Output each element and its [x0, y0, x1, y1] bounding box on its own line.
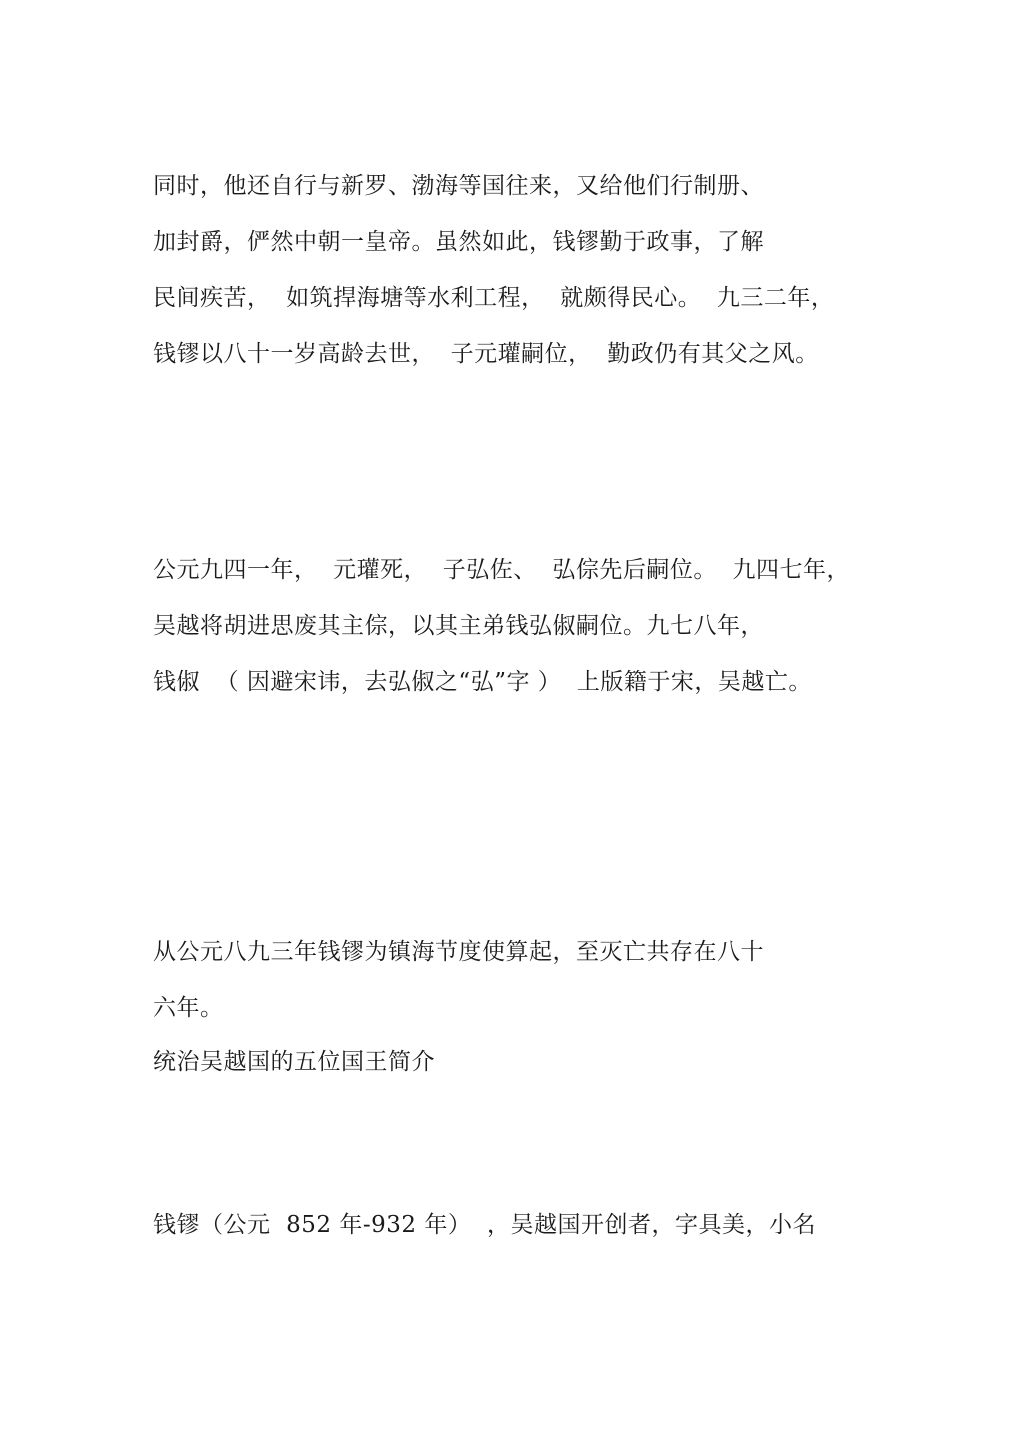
text-line: 钱镠（公元 852 年-932 年） ，吴越国开创者，字具美，小名 — [153, 1212, 816, 1238]
section-heading: 统治吴越国的五位国王简介 — [153, 1049, 435, 1075]
text-line: 同时，他还自行与新罗、渤海等国往来，又给他们行制册、 — [153, 173, 764, 199]
text-line: 民间疾苦， 如筑捍海塘等水利工程， 就颇得民心。 九三二年， — [153, 285, 835, 311]
text-line: 钱镠以八十一岁高龄去世， 子元瓘嗣位， 勤政仍有其父之风。 — [153, 341, 819, 367]
text-line: 吴越将胡进思废其主倧，以其主弟钱弘俶嗣位。九七八年， — [153, 613, 764, 639]
text-line: 公元九四一年， 元瓘死， 子弘佐、 弘倧先后嗣位。 九四七年， — [153, 557, 850, 583]
text-line: 从公元八九三年钱镠为镇海节度使算起，至灭亡共存在八十 — [153, 939, 764, 965]
text-line: 钱俶 （ 因避宋讳，去弘俶之“弘”字 ） 上版籍于宋，吴越亡。 — [153, 669, 812, 695]
text-line: 加封爵，俨然中朝一皇帝。虽然如此，钱镠勤于政事，了解 — [153, 229, 764, 255]
text-line: 六年。 — [153, 995, 224, 1021]
